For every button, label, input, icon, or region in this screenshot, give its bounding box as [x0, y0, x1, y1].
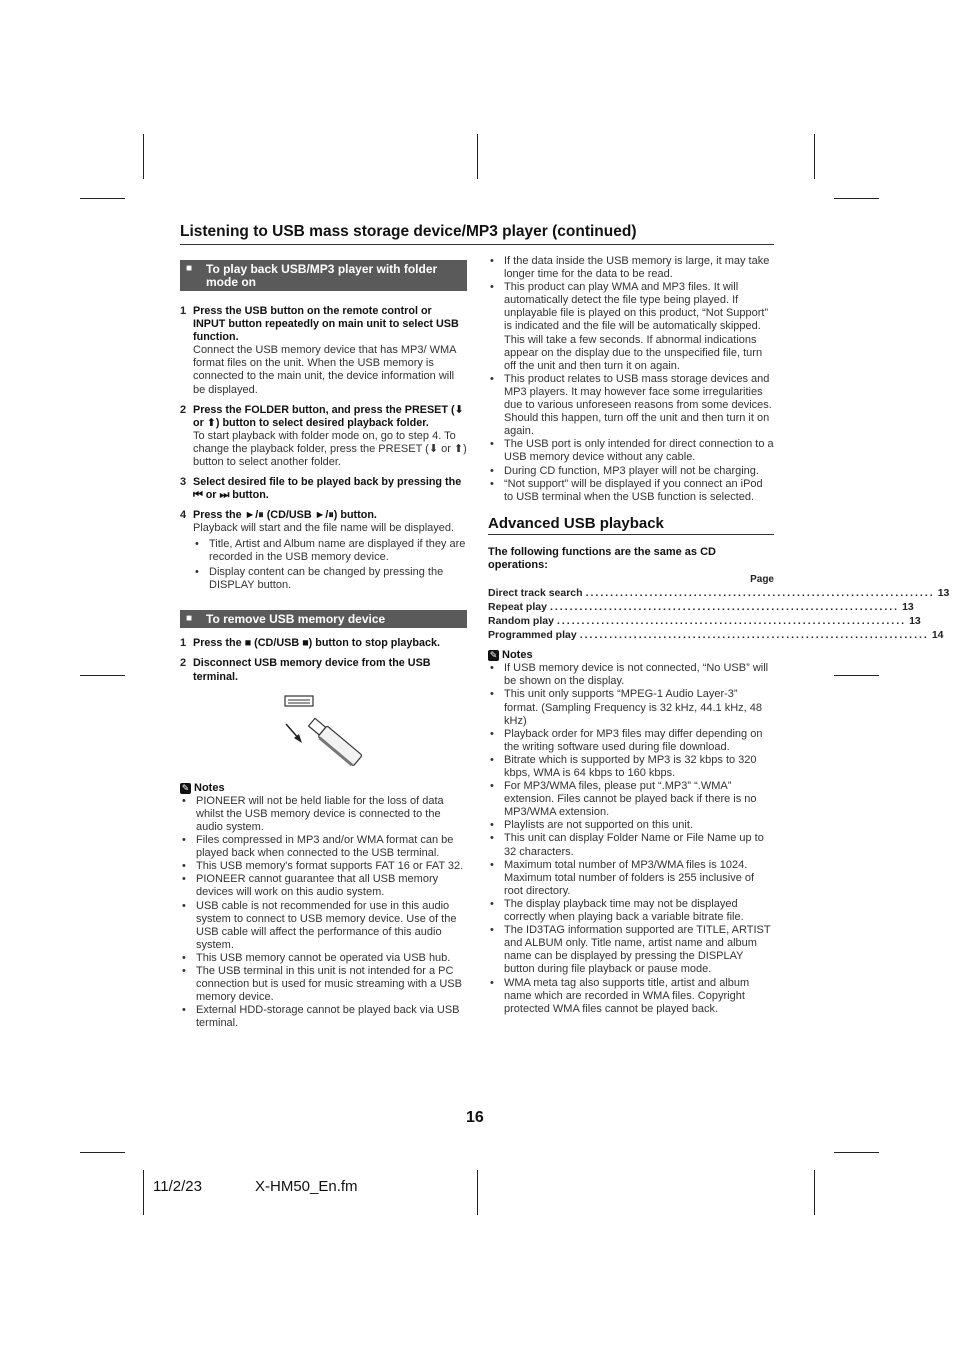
step-number: 4 — [180, 509, 187, 522]
notes-list — [180, 795, 467, 1031]
step-number: 1 — [180, 637, 187, 650]
section-header-folder-mode — [180, 260, 467, 291]
section-rule — [488, 534, 774, 535]
list-item: • This unit only supports “MPEG-1 Audio Layer-3” format. (Sampling Frequency is 32 kHz, 44.1 kHz, 48 kHz) — [490, 688, 762, 727]
list-item: • This USB memory's format supports FAT 16 or FAT 32. — [182, 860, 464, 873]
step-2 — [180, 657, 467, 683]
step-1 — [180, 305, 467, 397]
notes-list — [488, 662, 774, 1016]
list-item: • This unit can display Folder Name or File Name up to 32 characters. — [490, 832, 764, 858]
step-bullets — [193, 538, 467, 592]
step-number: 2 — [180, 657, 187, 670]
toc-row: Random play ....................................................................... 13 — [488, 615, 921, 628]
step-2 — [180, 404, 467, 469]
note-icon: ✎ — [489, 650, 498, 661]
list-item: • External HDD-storage cannot be played back via USB terminal. — [182, 1004, 460, 1030]
list-item: • This product can play WMA and MP3 files. It will automatically detect the file type being played. If unplayable file is played on this product, “Not Support” is indicated and the file will be automatically skipped. This will take a few seconds. If abnormal indications appear on the display due to the unspecified file, turn off the unit and then turn it on again. — [490, 281, 769, 372]
section-square-icon: ■ — [186, 263, 193, 274]
section-heading-advanced-usb: Advanced USB playback — [488, 514, 664, 532]
list-item: • The USB terminal in this unit is not intended for a PC connection but is used for music streaming with a USB memory device. — [182, 964, 462, 1004]
list-item: • USB cable is not recommended for use in this audio system to connect to USB memory device. Use of the USB cable will affect the performance of this audio system. — [182, 899, 457, 951]
step-title: Select desired file to be played back by pressing the ⏮ or ⏭ button. — [193, 476, 462, 502]
list-item: • Title, Artist and Album name are displayed if they are recorded in the USB memory device. — [195, 537, 466, 563]
list-item: • This product relates to USB mass storage devices and MP3 players. It may however face some irregularities due to various unforeseen reasons from some devices. Should this happen, turn off the unit and then turn it on again. — [490, 372, 772, 438]
list-item: • If the data inside the USB memory is large, it may take longer time for the data to be read. — [490, 255, 770, 281]
crop-mark — [143, 1170, 144, 1215]
page-title: Listening to USB mass storage device/MP3 player (continued) — [180, 223, 637, 240]
crop-mark — [80, 1152, 125, 1153]
crop-mark — [80, 675, 125, 676]
step-title: Press the ►/⏸ (CD/USB ►/⏸) button. — [193, 509, 377, 522]
list-item: • If USB memory device is not connected, “No USB” will be shown on the display. — [490, 662, 769, 688]
advanced-intro: The following functions are the same as CD operations: — [488, 545, 716, 571]
list-item: • The display playback time may not be displayed correctly when playing back a variable bitrate file. — [490, 897, 744, 924]
step-3 — [180, 476, 467, 502]
crop-mark — [814, 1170, 815, 1215]
step-4 — [180, 509, 467, 592]
footer-filename: X-HM50_En.fm — [255, 1178, 358, 1195]
usb-bullets — [488, 255, 774, 504]
step-body: Connect the USB memory device that has MP3/ WMA format files on the unit. When the USB memory is connected to the main unit, the device information will be displayed. — [193, 344, 456, 396]
list-item: • The ID3TAG information supported are TITLE, ARTIST and ALBUM only. Title name, artist name and album name can be displayed by pressing the DISPLAY button during file playback or pause mode. — [490, 924, 771, 976]
toc-row: Repeat play ....................................................................... 13 — [488, 601, 914, 614]
crop-mark — [834, 198, 879, 199]
list-item: • Maximum total number of MP3/WMA files is 1024. Maximum total number of folders is 255 inclusive of root directory. — [490, 858, 755, 897]
step-number: 3 — [180, 476, 187, 489]
title-rule — [180, 244, 774, 245]
left-column — [180, 260, 467, 1030]
section-title: To remove USB memory device — [206, 611, 386, 626]
crop-mark — [814, 134, 815, 179]
toc-row: Programmed play ....................................................................... 14 — [488, 629, 944, 642]
section-title: To play back USB/MP3 player with folder mode on — [206, 262, 438, 289]
list-item: • The USB port is only intended for direct connection to a USB memory device without any cable. — [490, 438, 774, 464]
step-body: To start playback with folder mode on, go to step 4. To change the playback folder, press the PRESET (⬇ or ⬆) button to select another folder. — [193, 429, 467, 469]
right-column — [488, 255, 950, 1016]
section-square-icon: ■ — [186, 612, 193, 624]
crop-mark — [143, 134, 144, 179]
footer-date: 11/2/23 — [153, 1178, 202, 1195]
list-item: • During CD function, MP3 player will not be charging. — [490, 464, 759, 477]
crop-mark — [477, 1170, 478, 1215]
list-item: • This USB memory cannot be operated via USB hub. — [182, 951, 451, 964]
step-title: Press the FOLDER button, and press the PRESET (⬇ or ⬆) button to select desired playback folder. — [193, 403, 464, 429]
crop-mark — [80, 198, 125, 199]
list-item: • Playback order for MP3 files may differ depending on the writing software used during file download. — [490, 727, 763, 753]
list-item: • “Not support” will be displayed if you connect an iPod to USB terminal when the USB function is selected. — [490, 477, 763, 503]
list-item: • WMA meta tag also supports title, artist and album name which are recorded in WMA files. Copyright protected WMA files cannot be played back. — [490, 976, 750, 1015]
step-number: 1 — [180, 305, 187, 317]
step-1 — [180, 637, 467, 650]
list-item: • Bitrate which is supported by MP3 is 32 kbps to 320 kbps, WMA is 64 kbps to 160 kbps. — [490, 753, 757, 779]
crop-mark — [834, 675, 879, 676]
step-title: Press the ■ (CD/USB ■) button to stop playback. — [193, 637, 440, 650]
note-icon: ✎ — [181, 782, 190, 793]
toc-row: Direct track search ....................................................................... 13 — [488, 587, 950, 600]
list-item: • PIONEER cannot guarantee that all USB memory devices will work on this audio system. — [182, 873, 439, 899]
page-number: 16 — [466, 1109, 484, 1126]
list-item: • Files compressed in MP3 and/or WMA format can be played back when connected to the USB terminal. — [182, 834, 454, 860]
notes-heading: ✎ Notes — [181, 781, 225, 794]
list-item: • Display content can be changed by pressing the DISPLAY button. — [195, 565, 444, 591]
section-header-remove-usb — [180, 610, 467, 629]
crop-mark — [477, 134, 478, 179]
step-number: 2 — [180, 403, 187, 416]
list-item: • For MP3/WMA files, please put “.MP3” “.WMA” extension. Files cannot be played back if there is no MP3/WMA extension. — [490, 780, 757, 819]
list-item: • PIONEER will not be held liable for the loss of data whilst the USB memory device is connected to the audio system. — [182, 794, 444, 833]
notes-heading: ✎ Notes — [489, 649, 533, 662]
step-body: Playback will start and the file name will be displayed. — [193, 522, 455, 535]
toc-page-label: Page — [750, 574, 774, 586]
list-item: • Playlists are not supported on this unit. — [490, 819, 693, 832]
step-title: Disconnect USB memory device from the USB terminal. — [193, 657, 431, 683]
usb-stick-illustration — [280, 694, 370, 776]
step-title: Press the USB button on the remote control or INPUT button repeatedly on main unit to select USB function. — [193, 305, 459, 344]
crop-mark — [834, 1152, 879, 1153]
